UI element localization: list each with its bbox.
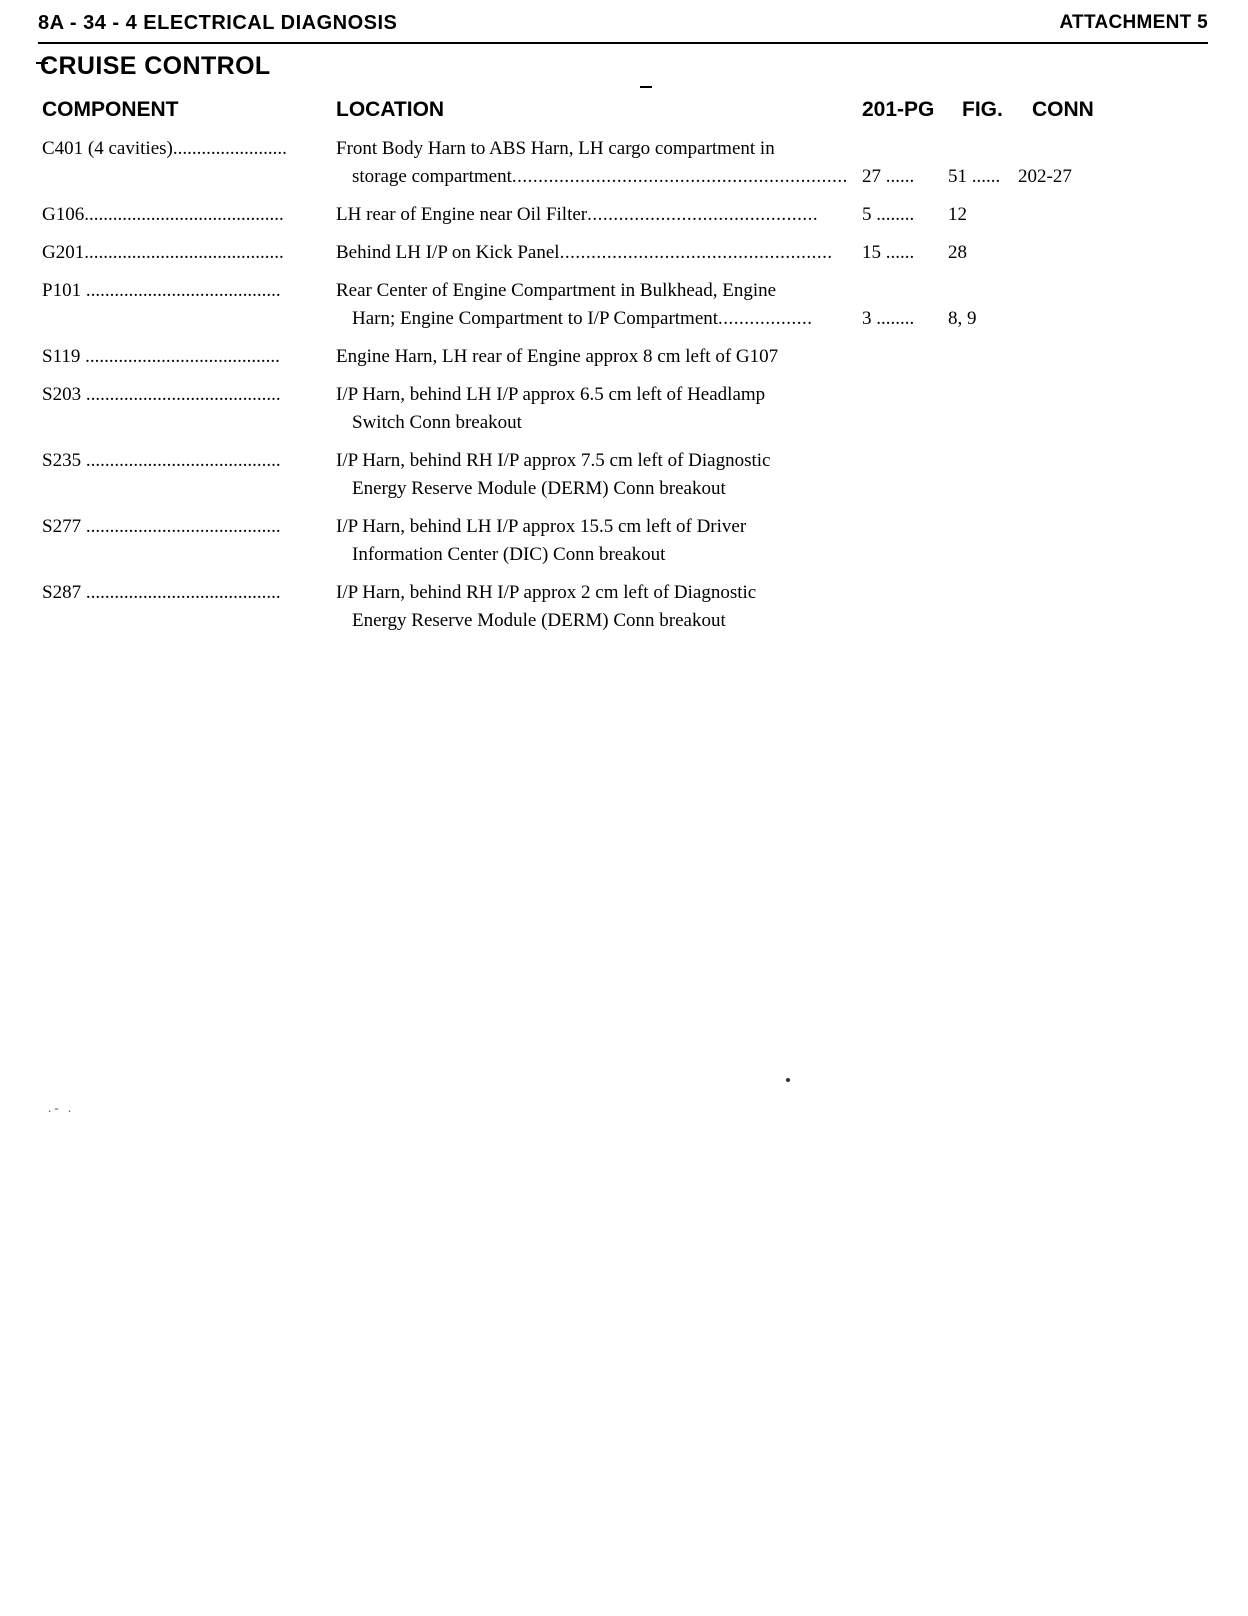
page-header-right: ATTACHMENT 5 [1059, 12, 1208, 33]
location-text: Energy Reserve Module (DERM) Conn breakout [352, 478, 726, 499]
cell-page: 3 ........ [862, 308, 915, 329]
table-row-line [0, 240, 1248, 268]
table-row-line [0, 542, 1248, 570]
table-row-line [0, 410, 1248, 438]
component-code: G201 [42, 242, 85, 263]
location-text: Behind LH I/P on Kick Panel [336, 242, 560, 263]
column-headers [0, 98, 1248, 128]
table-row [0, 514, 1248, 570]
column-header-conn: CONN [1032, 98, 1094, 121]
cell-location [336, 448, 856, 474]
component-leader-dots: ......................................... [85, 280, 281, 301]
component-leader-dots: ......................................... [85, 516, 281, 537]
column-header-component: COMPONENT [42, 98, 179, 121]
cell-figure: 28 [948, 242, 967, 263]
table-row-line [0, 476, 1248, 504]
table-row [0, 344, 1248, 372]
table-row-line [0, 202, 1248, 230]
location-leader-dots: ............................................ [587, 204, 819, 225]
component-leader-dots: ......................................... [85, 450, 281, 471]
table-row-line [0, 164, 1248, 192]
table-row-line [0, 306, 1248, 334]
component-leader-dots: ......................................... [85, 582, 281, 603]
component-code: S119 [42, 346, 86, 367]
cell-location [336, 580, 856, 606]
location-text: Harn; Engine Compartment to I/P Compartment [352, 308, 719, 329]
component-leader-dots: .......................................... [84, 204, 284, 225]
cell-location [352, 608, 856, 634]
page-header-left: 8A - 34 - 4 ELECTRICAL DIAGNOSIS [38, 12, 398, 34]
component-code: S277 [42, 516, 86, 537]
stray-mark-dash [640, 86, 652, 88]
cell-location [352, 542, 856, 568]
table-row-line [0, 514, 1248, 542]
cell-figure: 8, 9 [948, 308, 977, 329]
table-row [0, 448, 1248, 504]
column-header-location: LOCATION [336, 98, 445, 121]
table-row [0, 580, 1248, 636]
cell-location [336, 344, 856, 370]
component-code: P101 [42, 280, 86, 301]
table-row [0, 240, 1248, 268]
cell-page: 5 ........ [862, 204, 915, 225]
location-text: Engine Harn, LH rear of Engine approx 8 cm left of G107 [336, 346, 779, 367]
table-row-line [0, 344, 1248, 372]
component-code: C401 (4 cavities) [42, 138, 173, 159]
table-row [0, 136, 1248, 192]
table-row-line [0, 580, 1248, 608]
location-leader-dots: .................................................... [559, 242, 833, 263]
cell-location [336, 240, 856, 266]
component-code: G106 [42, 204, 85, 225]
cell-component [42, 514, 332, 540]
location-text: LH rear of Engine near Oil Filter [336, 204, 588, 225]
component-code: S287 [42, 582, 86, 603]
location-text: I/P Harn, behind LH I/P approx 15.5 cm left of Driver [336, 516, 747, 537]
table-row-line [0, 136, 1248, 164]
location-text: Switch Conn breakout [352, 412, 522, 433]
table-row [0, 382, 1248, 438]
page-header [38, 12, 1208, 46]
table-row-line [0, 278, 1248, 306]
cell-page: 27 ...... [862, 166, 915, 187]
cell-component [42, 240, 332, 266]
component-code: S203 [42, 384, 86, 405]
cell-figure: 12 [948, 204, 967, 225]
table-row-line [0, 448, 1248, 476]
cell-location [336, 202, 856, 228]
cell-location [352, 306, 856, 332]
component-leader-dots: ......................................... [85, 346, 280, 367]
stray-mark-dot [786, 1078, 790, 1082]
header-rule [38, 42, 1208, 44]
location-text: I/P Harn, behind RH I/P approx 7.5 cm left of Diagnostic [336, 450, 771, 471]
cell-component [42, 136, 332, 162]
location-text: Rear Center of Engine Compartment in Bulkhead, Engine [336, 280, 777, 301]
cell-location [352, 164, 856, 190]
component-leader-dots: ........................ [172, 138, 287, 159]
location-leader-dots: .................. [718, 308, 813, 329]
location-text: Information Center (DIC) Conn breakout [352, 544, 666, 565]
location-text: I/P Harn, behind LH I/P approx 6.5 cm left of Headlamp [336, 384, 766, 405]
column-header-pg: 201-PG [862, 98, 935, 121]
table-row-line [0, 382, 1248, 410]
location-text: storage compartment [352, 166, 512, 187]
column-header-fig: FIG. [962, 98, 1003, 121]
cell-connector: 202-27 [1018, 166, 1072, 187]
cell-page: 15 ...... [862, 242, 915, 263]
stray-mark-artifact: .- . [48, 1100, 75, 1115]
cell-component [42, 382, 332, 408]
cell-location [336, 382, 856, 408]
cell-component [42, 278, 332, 304]
component-leader-dots: .......................................... [84, 242, 284, 263]
table-row [0, 278, 1248, 334]
location-text: Front Body Harn to ABS Harn, LH cargo compartment in [336, 138, 775, 159]
cell-location [336, 136, 856, 162]
location-text: Energy Reserve Module (DERM) Conn breakout [352, 610, 726, 631]
cell-component [42, 202, 332, 228]
table-row-line [0, 608, 1248, 636]
location-text: I/P Harn, behind RH I/P approx 2 cm left of Diagnostic [336, 582, 757, 603]
cell-figure: 51 ...... [948, 166, 1001, 187]
location-leader-dots: ................................................................ [511, 166, 848, 187]
cell-location [352, 476, 856, 502]
cell-location [352, 410, 856, 436]
section-title: CRUISE CONTROL [40, 52, 271, 80]
component-code: S235 [42, 450, 86, 471]
cell-component [42, 580, 332, 606]
cell-location [336, 514, 856, 540]
component-leader-dots: ......................................... [85, 384, 281, 405]
table-row [0, 202, 1248, 230]
cell-location [336, 278, 856, 304]
cell-component [42, 344, 332, 370]
cell-component [42, 448, 332, 474]
component-location-table [0, 136, 1248, 646]
